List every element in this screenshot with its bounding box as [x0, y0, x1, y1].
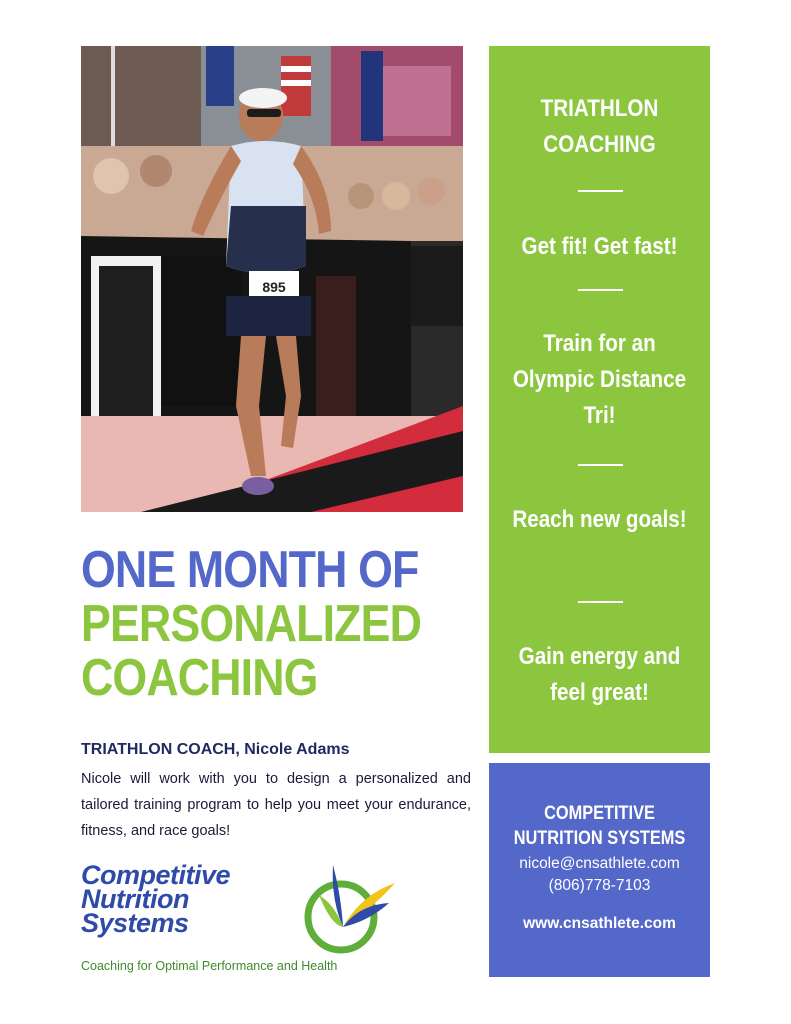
- website-link[interactable]: www.cnsathlete.com: [523, 915, 676, 932]
- email-link[interactable]: nicole@cnsathlete.com: [519, 855, 680, 872]
- benefits-panel: [489, 46, 710, 753]
- benefit-item: TRIATHLON COACHING: [540, 95, 659, 158]
- headline-line-3: COACHING: [81, 649, 318, 707]
- headline-line-2: PERSONALIZED: [81, 595, 422, 653]
- runner-photo: [81, 46, 463, 512]
- logo-line-1: Competitive: [81, 860, 231, 890]
- divider: [578, 464, 623, 466]
- logo-line-2: Nutrition: [81, 884, 189, 914]
- logo-line-3: Systems: [81, 908, 189, 938]
- contact-panel: [489, 763, 710, 977]
- benefit-item: Gain energy and feel great!: [518, 643, 681, 706]
- cns-logo: [81, 855, 411, 980]
- coach-description: Nicole will work with you to design a personalized and tailored training program to help you meet your endurance, fitness, and race goals!: [81, 771, 471, 839]
- divider: [578, 601, 623, 603]
- bib-number: 895: [262, 279, 286, 295]
- company-name: COMPETITIVE NUTRITION SYSTEMS: [513, 803, 686, 849]
- logo-wordmark: [81, 860, 231, 938]
- benefit-item: Get fit! Get fast!: [521, 233, 678, 260]
- coach-title: TRIATHLON COACH, Nicole Adams: [81, 741, 350, 758]
- logo-tagline: Coaching for Optimal Performance and Health: [81, 959, 338, 973]
- benefit-item: Reach new goals!: [512, 506, 687, 533]
- divider: [578, 289, 623, 291]
- divider: [578, 190, 623, 192]
- phone-number[interactable]: (806)778-7103: [548, 877, 651, 894]
- benefit-item: Train for an Olympic Distance Tri!: [512, 330, 687, 429]
- headline: [81, 543, 425, 705]
- leaf-emblem-icon: [291, 855, 401, 955]
- headline-line-1: ONE MONTH OF: [81, 541, 419, 599]
